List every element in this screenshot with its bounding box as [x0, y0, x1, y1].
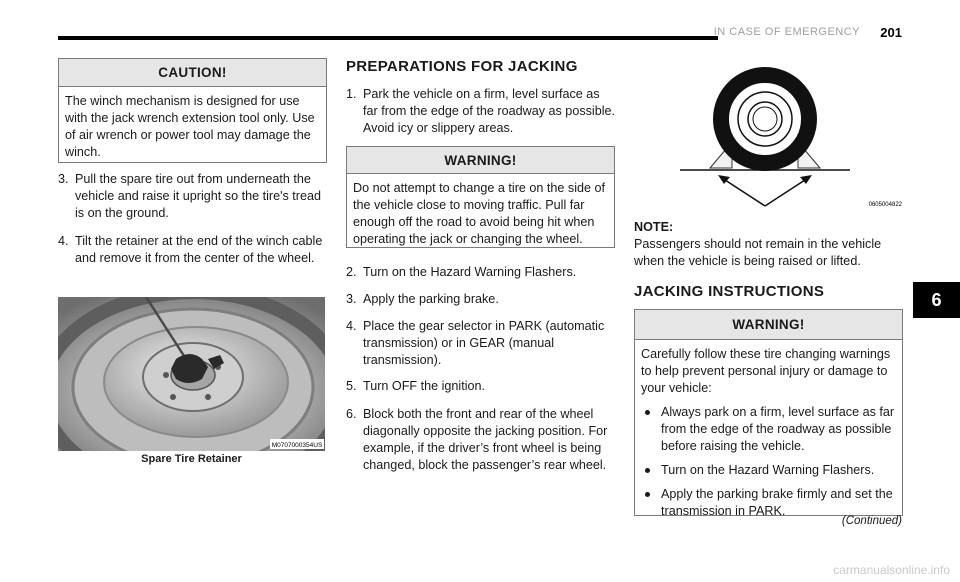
section-title: IN CASE OF EMERGENCY: [713, 26, 860, 38]
step-text: Tilt the retainer at the end of the winch cable and remove it from the center of the wheel.: [75, 234, 323, 265]
caution-body: The winch mechanism is designed for use with the jack wrench extension tool only. Use of air wrench or power tool may damage the winch.: [65, 94, 315, 159]
step-4-middle: [346, 318, 616, 369]
jacking-instructions-heading: JACKING INSTRUCTIONS: [634, 283, 825, 300]
warning-bullet: [641, 404, 896, 455]
step-3-left: [58, 171, 328, 222]
diagram-code: 0605004822: [868, 202, 902, 208]
bullet-text: Apply the parking brake firmly and set the transmission in PARK.: [661, 487, 893, 518]
bullet-text: Always park on a firm, level surface as far from the edge of the roadway as possible before raising the vehicle.: [661, 405, 895, 453]
caution-title: CAUTION!: [59, 59, 326, 87]
step-6-middle: [346, 406, 618, 474]
step-number: 4.: [58, 234, 69, 248]
step-number: 3.: [58, 172, 69, 186]
warning-box-middle: [346, 146, 615, 248]
step-number: 5.: [346, 379, 357, 393]
step-text: Park the vehicle on a firm, level surface as far from the edge of the roadway as possible. Avoid icy or slippery areas.: [363, 87, 616, 135]
step-text: Block both the front and rear of the wheel diagonally opposite the jacking position. For example, if the driver’s front wheel is being changed, block the passenger’s rear wheel.: [363, 407, 608, 472]
spare-tire-retainer-photo: [58, 297, 325, 451]
warning-title: WARNING!: [347, 147, 614, 174]
step-number: 2.: [346, 265, 357, 279]
bullet-icon: [645, 492, 650, 497]
page-number: 201: [880, 25, 902, 40]
step-1-middle: [346, 86, 616, 137]
step-number: 1.: [346, 87, 357, 101]
step-3-middle: [346, 291, 616, 308]
note-label: NOTE:: [634, 220, 674, 234]
step-text: Turn OFF the ignition.: [363, 379, 486, 393]
step-number: 3.: [346, 292, 357, 306]
step-2-middle: [346, 264, 616, 281]
figure-caption: Spare Tire Retainer: [141, 453, 242, 465]
watermark: carmanualsonline.info: [833, 563, 950, 577]
wheel-chock-diagram: [660, 56, 910, 212]
step-number: 4.: [346, 319, 357, 333]
header-rule: [58, 36, 718, 40]
step-text: Pull the spare tire out from underneath the vehicle and raise it upright so the tire's tread is on the ground.: [75, 172, 322, 220]
warning-body: [635, 340, 902, 526]
warning-intro: Carefully follow these tire changing warnings to help prevent personal injury or damage to your vehicle:: [641, 347, 891, 395]
step-number: 6.: [346, 407, 357, 421]
step-4-left: [58, 233, 328, 267]
warning-bullet: [641, 462, 896, 479]
step-text: Place the gear selector in PARK (automatic transmission) or in GEAR (manual transmission).: [363, 319, 605, 367]
caution-box: [58, 58, 327, 163]
step-5-middle: [346, 378, 616, 395]
warning-body: Do not attempt to change a tire on the side of the vehicle close to moving traffic. Pull far enough off the road to avoid being hit when operating the jack or changing the wheel.: [353, 181, 606, 246]
bullet-text: Turn on the Hazard Warning Flashers.: [661, 463, 875, 477]
continued-label: (Continued): [841, 515, 902, 527]
photo-code: M0707000354US: [271, 442, 323, 449]
note-block: [634, 219, 906, 270]
bullet-icon: [645, 410, 650, 415]
note-text: Passengers should not remain in the vehicle when the vehicle is being raised or lifted.: [634, 237, 882, 268]
warning-title: WARNING!: [635, 310, 902, 340]
chapter-tab[interactable]: 6: [913, 282, 960, 318]
preparations-heading: PREPARATIONS FOR JACKING: [346, 58, 578, 75]
step-text: Apply the parking brake.: [363, 292, 499, 306]
warning-box-right: [634, 309, 903, 516]
step-text: Turn on the Hazard Warning Flashers.: [363, 265, 577, 279]
bullet-icon: [645, 468, 650, 473]
